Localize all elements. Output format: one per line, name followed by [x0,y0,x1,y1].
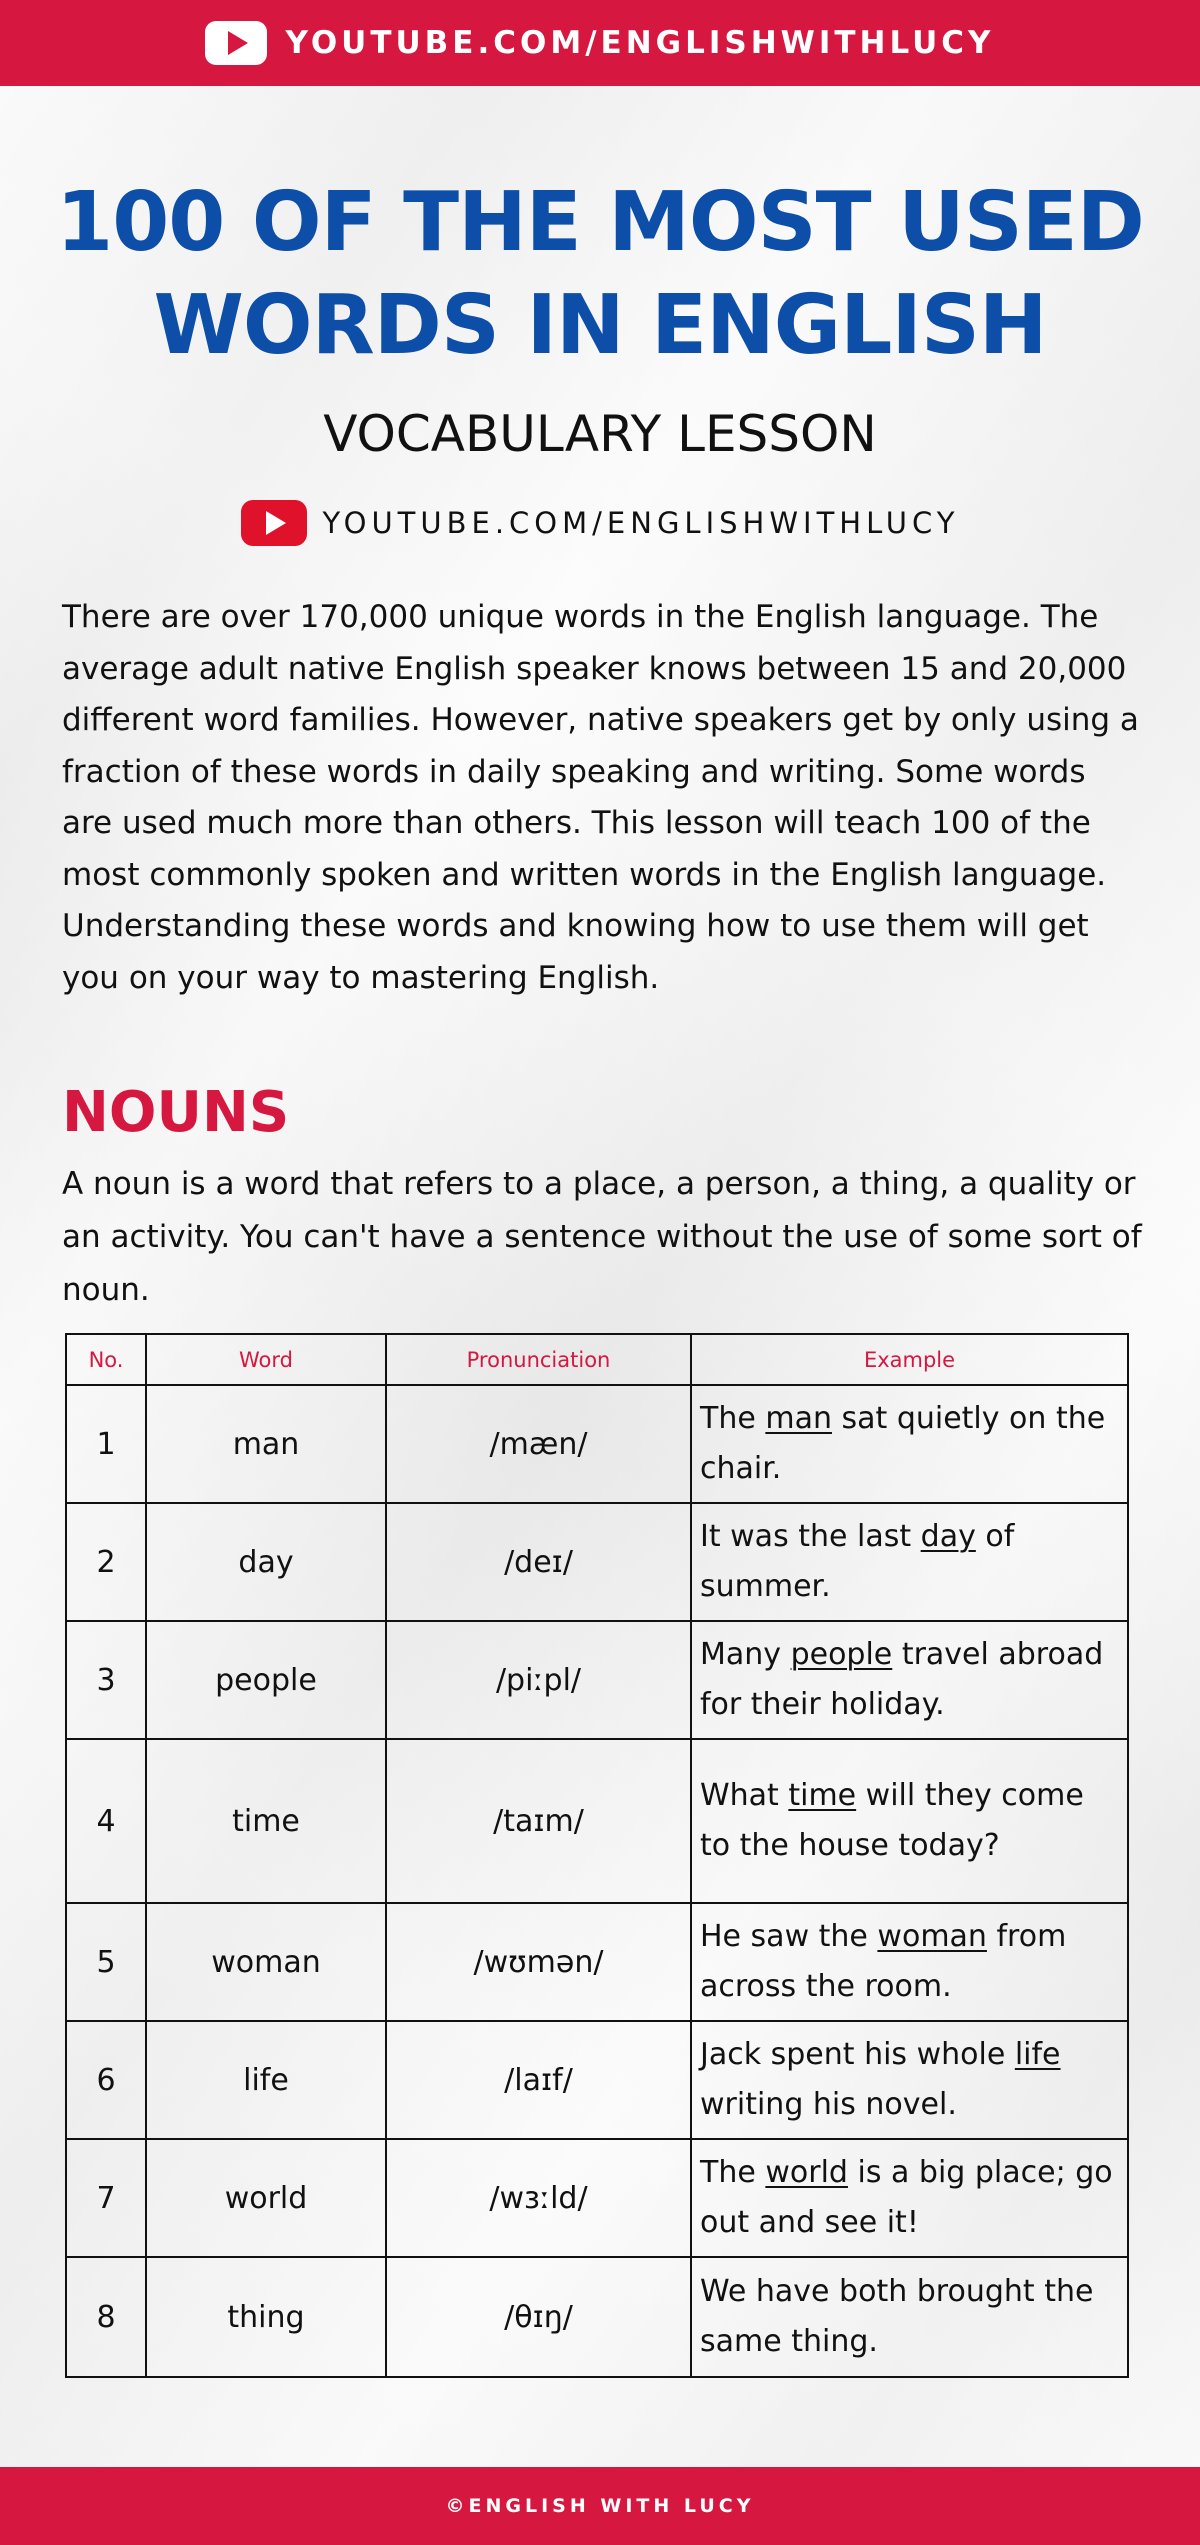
row-example [691,1503,1128,1621]
row-pronunciation: /laɪf/ [386,2021,691,2139]
footer-credit: ©ENGLISH WITH LUCY [445,2495,755,2517]
row-number: 2 [66,1503,146,1621]
example-keyword: man [765,1401,832,1436]
row-word: man [146,1385,386,1503]
example-text: He saw the [700,1919,878,1954]
example-text: The [700,2155,766,2190]
header-example: Example [691,1334,1128,1385]
example-text: What [700,1778,789,1813]
channel-link[interactable] [0,500,1200,546]
table-row [66,1621,1128,1739]
table-row [66,1385,1128,1503]
row-pronunciation: /piːpl/ [386,1621,691,1739]
example-text: sat quietly on the chair. [700,1401,1106,1486]
header-word: Word [146,1334,386,1385]
row-word: woman [146,1903,386,2021]
header-no: No. [66,1334,146,1385]
example-text: The [700,1401,766,1436]
example-keyword: time [788,1778,857,1813]
row-pronunciation: /taɪm/ [386,1739,691,1903]
example-text: will they come to the house today? [700,1778,1084,1863]
example-text: . [868,2324,878,2359]
row-example [691,1621,1128,1739]
section-heading-nouns: NOUNS [62,1080,290,1145]
example-keyword: world [765,2155,848,2190]
example-keyword: day [920,1519,976,1554]
row-pronunciation: /wʊmən/ [386,1903,691,2021]
youtube-icon [205,21,267,65]
example-text: writing his novel. [700,2087,957,2122]
youtube-icon [241,500,307,546]
row-pronunciation: /θɪŋ/ [386,2257,691,2377]
row-number: 3 [66,1621,146,1739]
example-text: travel abroad for their holiday. [700,1637,1104,1722]
example-keyword: people [790,1637,893,1672]
row-word: thing [146,2257,386,2377]
table-row [66,2257,1128,2377]
example-text: from across the room. [700,1919,1067,2004]
page-title-line-1: 100 OF THE MOST USED [56,175,1144,270]
example-text: We have both brought the same [700,2274,1094,2359]
row-word: life [146,2021,386,2139]
top-banner [0,0,1200,86]
row-word: time [146,1739,386,1903]
noun-definition: A noun is a word that refers to a place, a person, a thing, a quality or an activity. You can't have a sentence without the use of some sort of noun. [62,1166,1142,1308]
row-number: 4 [66,1739,146,1903]
example-keyword: woman [877,1919,987,1954]
row-example [691,1385,1128,1503]
table-row [66,1739,1128,1903]
row-pronunciation: /wɜːld/ [386,2139,691,2257]
vocabulary-table [65,1333,1129,2378]
example-text: Many [700,1637,791,1672]
page-subtitle: VOCABULARY LESSON [323,405,877,463]
row-word: world [146,2139,386,2257]
row-example [691,2139,1128,2257]
table-row [66,1503,1128,1621]
row-number: 6 [66,2021,146,2139]
example-text: It was the last [700,1519,921,1554]
row-example [691,1739,1128,1903]
example-text: of summer. [700,1519,1015,1604]
row-pronunciation: /deɪ/ [386,1503,691,1621]
footer-banner [0,2467,1200,2545]
example-text: Jack spent his whole [700,2037,1015,2072]
channel-url[interactable]: YOUTUBE.COM/ENGLISHWITHLUCY [322,506,960,540]
table-row [66,2139,1128,2257]
row-number: 5 [66,1903,146,2021]
header-pronunciation: Pronunciation [386,1334,691,1385]
row-number: 1 [66,1385,146,1503]
row-number: 7 [66,2139,146,2257]
example-keyword: life [1014,2037,1061,2072]
row-number: 8 [66,2257,146,2377]
example-keyword: thing [791,2324,869,2359]
table-row [66,1903,1128,2021]
row-example [691,1903,1128,2021]
intro-paragraph: There are over 170,000 unique words in the English language. The average adult native English speaker knows between 15 and 20,000 different word families. However, native speakers get by only using a fraction of these words in daily speaking and writing. Some words are used much more than others. This lesson will teach 100 of the most commonly spoken and written words in the English language. Understanding these words and knowing how to use them will get you on your way to mastering English. [62,599,1139,996]
table-row [66,2021,1128,2139]
row-word: day [146,1503,386,1621]
row-pronunciation: /mæn/ [386,1385,691,1503]
banner-url[interactable]: YOUTUBE.COM/ENGLISHWITHLUCY [285,25,995,61]
page-title-line-2: WORDS IN ENGLISH [153,278,1047,373]
example-text: is a big place; go out and see it! [700,2155,1113,2240]
table-header-row [66,1334,1128,1385]
row-word: people [146,1621,386,1739]
row-example [691,2257,1128,2377]
row-example [691,2021,1128,2139]
